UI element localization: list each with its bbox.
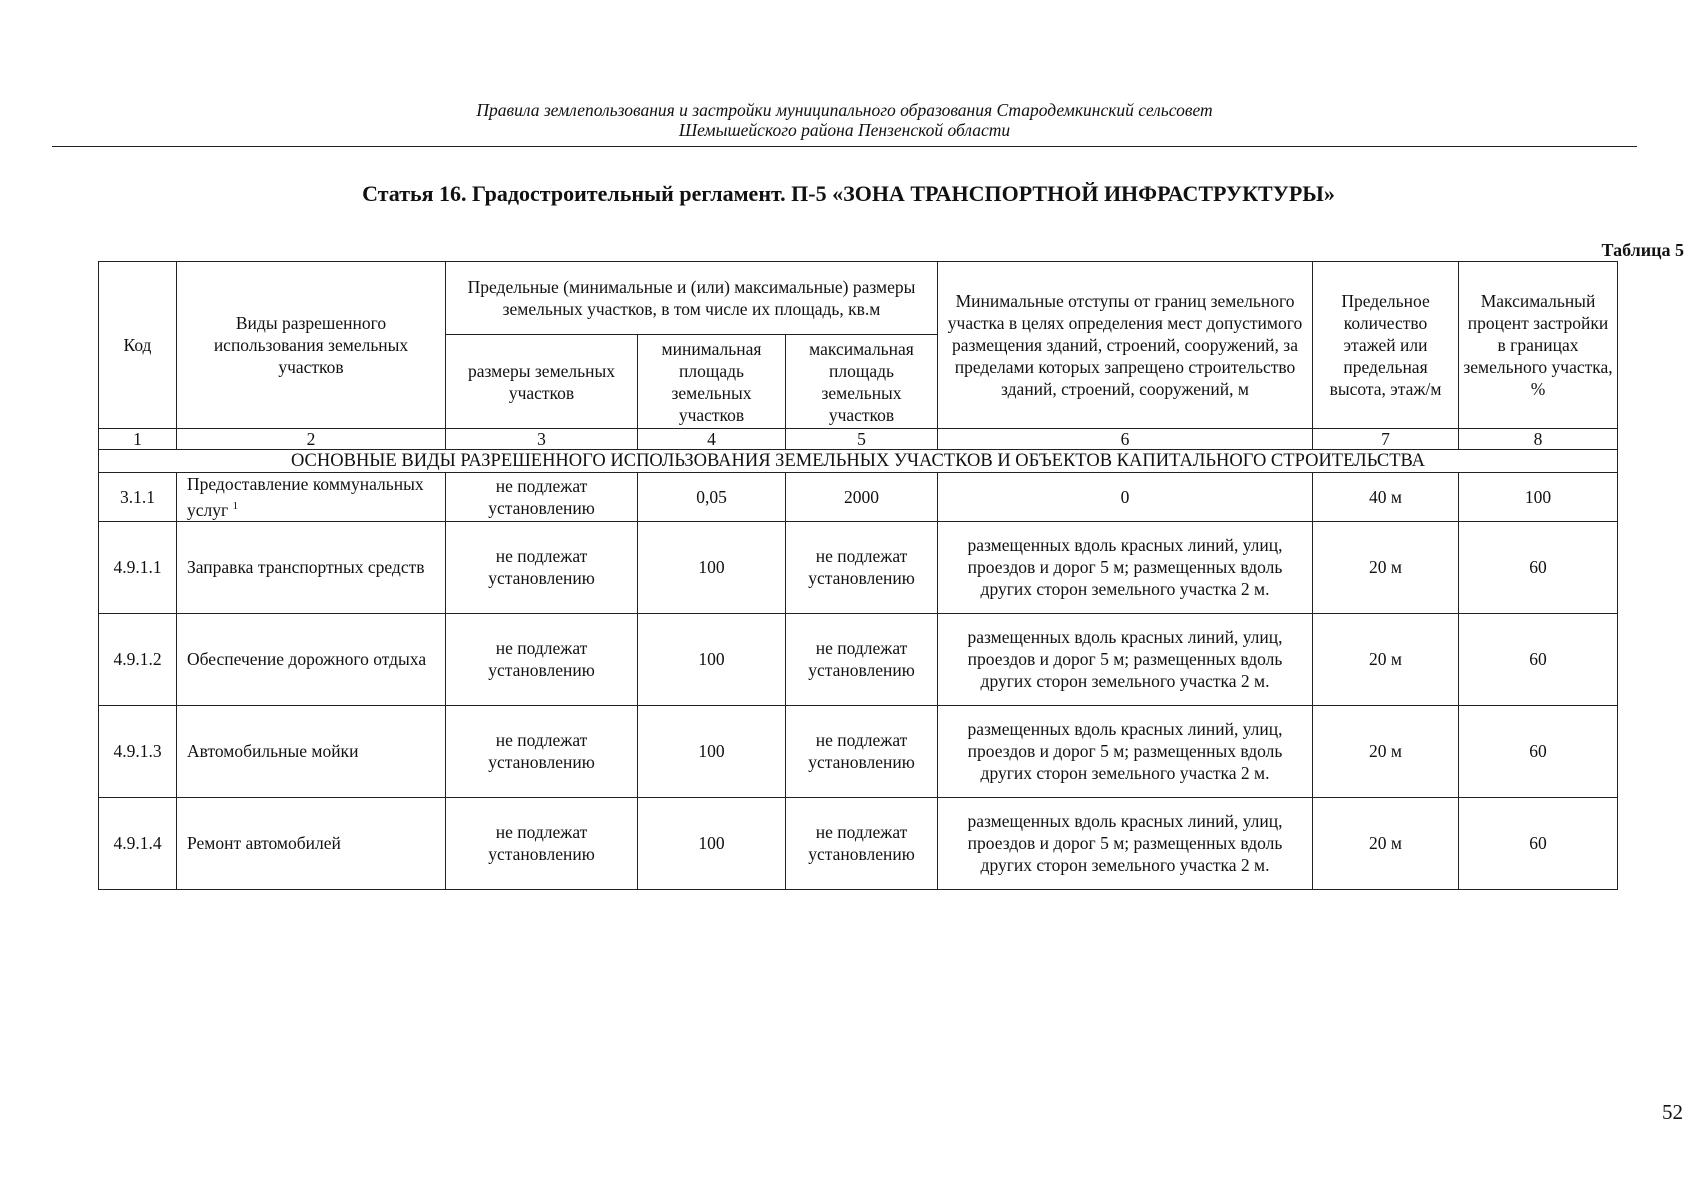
column-number-row	[99, 429, 1618, 450]
row-sizes: не подлежат установлению	[446, 521, 638, 613]
row-max-area: не подлежат установлению	[786, 797, 938, 889]
table-row	[99, 521, 1618, 613]
row-setbacks: 0	[938, 473, 1313, 522]
row-max-area: не подлежат установлению	[786, 613, 938, 705]
header-line-2: Шемышейского района Пензенской области	[678, 120, 1011, 140]
row-setbacks: размещенных вдоль красных линий, улиц, проездов и дорог 5 м; размещенных вдоль других сторон земельного участка 2 м.	[938, 797, 1313, 889]
page-number: 52	[1662, 1100, 1683, 1124]
row-max-percent: 60	[1459, 705, 1618, 797]
row-kind	[177, 473, 446, 522]
row-code: 4.9.1.2	[99, 613, 177, 705]
table-row	[99, 797, 1618, 889]
row-code: 4.9.1.1	[99, 521, 177, 613]
row-code: 4.9.1.4	[99, 797, 177, 889]
row-max-area: не подлежат установлению	[786, 521, 938, 613]
row-floors: 20 м	[1313, 613, 1459, 705]
row-min-area: 0,05	[638, 473, 786, 522]
row-code: 3.1.1	[99, 473, 177, 522]
row-floors: 40 м	[1313, 473, 1459, 522]
header-divider	[52, 146, 1637, 147]
col-number: 1	[99, 429, 177, 450]
row-floors: 20 м	[1313, 797, 1459, 889]
section-row	[99, 450, 1618, 473]
row-min-area: 100	[638, 613, 786, 705]
row-max-area: 2000	[786, 473, 938, 522]
row-sizes: не подлежат установлению	[446, 613, 638, 705]
col-number: 3	[446, 429, 638, 450]
section-title: ОСНОВНЫЕ ВИДЫ РАЗРЕШЕННОГО ИСПОЛЬЗОВАНИЯ ЗЕМЕЛЬНЫХ УЧАСТКОВ И ОБЪЕКТОВ КАПИТАЛЬНОГО СТРОИТЕЛЬСТВА	[99, 450, 1618, 473]
row-max-percent: 60	[1459, 797, 1618, 889]
table-row	[99, 613, 1618, 705]
header-floors: Предельное количество этажей или предельная высота, этаж/м	[1313, 262, 1459, 429]
row-max-percent: 60	[1459, 613, 1618, 705]
row-min-area: 100	[638, 797, 786, 889]
col-number: 4	[638, 429, 786, 450]
row-kind: Обеспечение дорожного отдыха	[177, 613, 446, 705]
row-sizes: не подлежат установлению	[446, 473, 638, 522]
col-number: 6	[938, 429, 1313, 450]
header-setbacks: Минимальные отступы от границ земельного участка в целях определения мест допустимого размещения зданий, строений, сооружений, за пределами которых запрещено строительство зданий, строений, сооружений, м	[938, 262, 1313, 429]
header-sizes: размеры земельных участков	[446, 335, 638, 429]
row-kind: Ремонт автомобилей	[177, 797, 446, 889]
row-setbacks: размещенных вдоль красных линий, улиц, проездов и дорог 5 м; размещенных вдоль других сторон земельного участка 2 м.	[938, 613, 1313, 705]
row-setbacks: размещенных вдоль красных линий, улиц, проездов и дорог 5 м; размещенных вдоль других сторон земельного участка 2 м.	[938, 521, 1313, 613]
col-number: 8	[1459, 429, 1618, 450]
row-max-area: не подлежат установлению	[786, 705, 938, 797]
header-kinds: Виды разрешенного использования земельных участков	[177, 262, 446, 429]
article-title: Статья 16. Градостроительный регламент. П-5 «ЗОНА ТРАНСПОРТНОЙ ИНФРАСТРУКТУРЫ»	[362, 181, 1335, 206]
row-max-percent: 100	[1459, 473, 1618, 522]
col-number: 2	[177, 429, 446, 450]
header-sizes-group: Предельные (минимальные и (или) максимальные) размеры земельных участков, в том числе их площадь, кв.м	[446, 262, 938, 335]
row-setbacks: размещенных вдоль красных линий, улиц, проездов и дорог 5 м; размещенных вдоль других сторон земельного участка 2 м.	[938, 705, 1313, 797]
table-label: Таблица 5	[1601, 240, 1684, 260]
table-row	[99, 473, 1618, 522]
footnote-marker: 1	[232, 500, 239, 512]
header-max-area: максимальная площадь земельных участков	[786, 335, 938, 429]
document-header	[52, 100, 1637, 140]
row-kind: Заправка транспортных средств	[177, 521, 446, 613]
row-min-area: 100	[638, 705, 786, 797]
header-code: Код	[99, 262, 177, 429]
row-floors: 20 м	[1313, 521, 1459, 613]
header-row-1	[99, 262, 1618, 335]
header-min-area: минимальная площадь земельных участков	[638, 335, 786, 429]
row-max-percent: 60	[1459, 521, 1618, 613]
row-sizes: не подлежат установлению	[446, 797, 638, 889]
row-floors: 20 м	[1313, 705, 1459, 797]
row-sizes: не подлежат установлению	[446, 705, 638, 797]
row-min-area: 100	[638, 521, 786, 613]
col-number: 7	[1313, 429, 1459, 450]
header-line-1: Правила землепользования и застройки муниципального образования Стародемкинский сельсовет	[476, 100, 1213, 120]
row-kind-label: Предоставление коммунальных услуг	[187, 474, 424, 520]
col-number: 5	[786, 429, 938, 450]
header-max-percent: Максимальный процент застройки в границах земельного участка, %	[1459, 262, 1618, 429]
regulation-table	[98, 261, 1618, 890]
row-code: 4.9.1.3	[99, 705, 177, 797]
row-kind: Автомобильные мойки	[177, 705, 446, 797]
table-row	[99, 705, 1618, 797]
